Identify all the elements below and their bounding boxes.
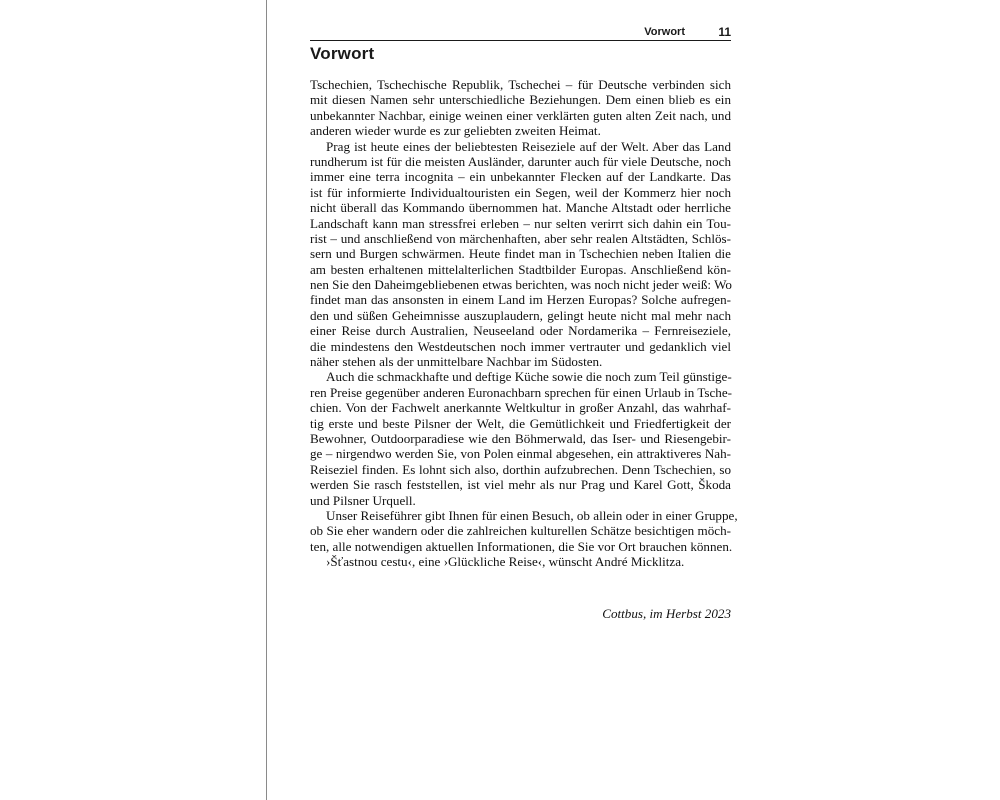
text-line: tig erste und beste Pilsner der Welt, die Gemütlichkeit und Friedfertigkeit der bbox=[310, 415, 731, 431]
paragraph bbox=[310, 507, 738, 554]
text-line: nen Sie den Daheimgebliebenen etwas berichten, was noch nicht jeder weiß: Wo bbox=[310, 277, 732, 293]
text-line: nicht überall das Kommando übernommen hat. Manche Altstadt oder herrliche bbox=[310, 200, 731, 216]
page-number: 11 bbox=[718, 25, 731, 39]
text-line: einer Reise durch Australien, Neuseeland oder Nordamerika – Fernreiseziele, bbox=[310, 323, 731, 339]
text-line: sern und Burgen schwärmen. Heute findet man in Tschechien neben Italien die bbox=[310, 246, 731, 262]
text-line: werden Sie rasch feststellen, ist viel mehr als nur Prag und Karel Gott, Škoda bbox=[310, 477, 731, 493]
paragraph bbox=[310, 139, 731, 370]
text-line: anderen wieder wurde es zur geliebten zweiten Heimat. bbox=[310, 123, 601, 139]
signature-line: Cottbus, im Herbst 2023 bbox=[602, 606, 731, 621]
header-section-title: Vorwort bbox=[644, 26, 685, 38]
text-line: rist – und anschließend von märchenhaften, aber sehr realen Altstädten, Schlös- bbox=[310, 230, 731, 246]
text-line: Reiseziel finden. Es lohnt sich also, dorthin aufzubrechen. Denn Tschechien, so bbox=[310, 461, 731, 477]
text-line: chien. Von der Fachwelt anerkannte Weltkultur in großer Anzahl, das wahrhaf- bbox=[310, 400, 731, 416]
paragraph bbox=[310, 554, 731, 569]
text-line: ren Preise gegenüber anderen Euronachbarn sprechen für einen Urlaub in Tsche- bbox=[310, 384, 733, 400]
text-line: und Pilsner Urquell. bbox=[310, 492, 416, 508]
text-line: ge – nirgendwo werden Sie, von Polen einmal abgesehen, ein attraktiveres Nah- bbox=[310, 446, 731, 462]
text-line: Bewohner, Outdoorparadiese wie den Böhmerwald, das Iser- und Riesengebir- bbox=[310, 430, 731, 446]
text-line: ten, alle notwendigen aktuellen Informationen, die Sie vor Ort brauchen können. bbox=[310, 538, 733, 554]
text-line: immer eine terra incognita – ein unbekannter Flecken auf der Landkarte. Das bbox=[310, 169, 731, 185]
text-line: ist für informierte Individualtouristen ein Segen, weil der Kommerz hier noch bbox=[310, 184, 731, 200]
paragraph bbox=[310, 77, 731, 139]
text-line: die mindestens den Westdeutschen noch immer vertrauter und gedanklich viel bbox=[310, 338, 731, 354]
chapter-title: Vorwort bbox=[310, 44, 375, 63]
text-line: den und süßen Geheimnisse auszuplaudern, gelingt heute nicht mal mehr nach bbox=[310, 307, 731, 323]
text-line: mit diesen Namen sehr unterschiedliche Beziehungen. Dem einen blieb es ein bbox=[310, 92, 731, 108]
text-line: rundherum ist für die meisten Ausländer, darunter auch für viele Deutsche, noch bbox=[310, 153, 731, 169]
running-header bbox=[310, 24, 731, 41]
text-line: näher stehen als der unmittelbare Nachbar im Südosten. bbox=[310, 354, 603, 370]
text-line: am besten erhaltenen mittelalterlichen Stadtbilder Europas. Anschließend kön- bbox=[310, 261, 731, 277]
text-line: Tschechien, Tschechische Republik, Tschechei – für Deutsche verbinden sich bbox=[310, 77, 731, 92]
text-line: ›Šťastnou cestu‹, eine ›Glückliche Reise‹, wünscht André Micklitza. bbox=[326, 554, 685, 570]
text-line: ob Sie eher wandern oder die zahlreichen kulturellen Schätze besichtigen möch- bbox=[310, 523, 731, 539]
text-line: unbekannter Nachbar, einige weinen einer verklärten guten alten Zeit nach, und bbox=[310, 107, 731, 123]
paragraph bbox=[310, 369, 731, 508]
text-line: findet man das ansonsten in einem Land im Herzen Europas? Solche aufregen- bbox=[310, 292, 731, 308]
body-text bbox=[310, 77, 738, 570]
text-line: Auch die schmackhafte und deftige Küche sowie die noch zum Teil günstige- bbox=[326, 369, 732, 385]
text-line: Prag ist heute eines der beliebtesten Reiseziele auf der Welt. Aber das Land bbox=[326, 138, 731, 154]
text-line: Unser Reiseführer gibt Ihnen für einen Besuch, ob allein oder in einer Gruppe, bbox=[326, 507, 738, 523]
text-line: Landschaft kann man stressfrei erleben – nur selten verirrt sich dahin ein Tou- bbox=[310, 215, 731, 231]
